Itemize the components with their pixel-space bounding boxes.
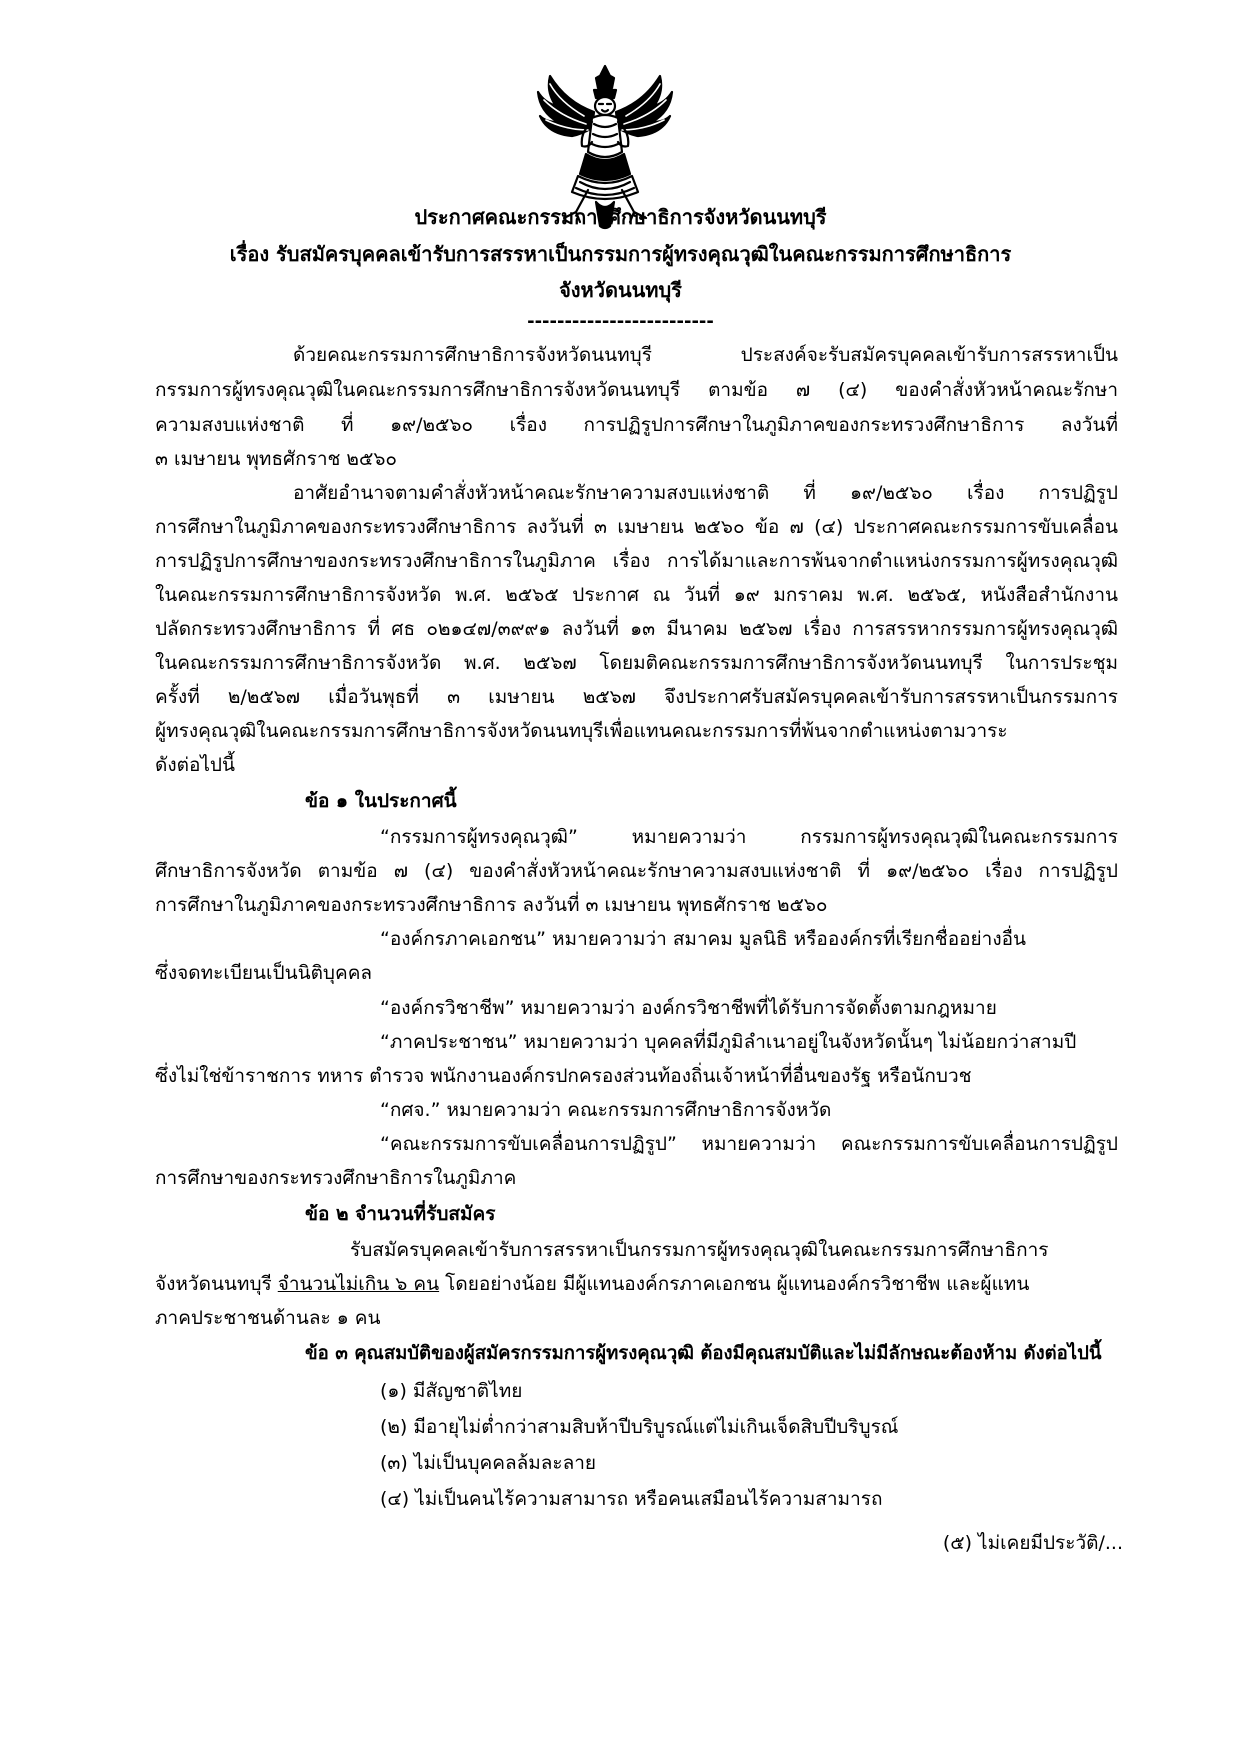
section-2-line-2-end: โดยอย่างน้อย มีผู้แทนองค์กรภาคเอกชน ผู้แทนองค์กรวิชาชีพ และผู้แทน <box>439 1273 1030 1295</box>
definition-public-sector-line-1: “ภาคประชาชน” หมายความว่า บุคคลที่มีภูมิลำเนาอยู่ในจังหวัดนั้นๆ ไม่น้อยกว่าสามปี <box>380 1031 1077 1053</box>
page-continuation: (๕) ไม่เคยมีประวัติ/... <box>942 1532 1123 1554</box>
definition-qualified-committee-line-3: การศึกษาในภูมิภาคของกระทรวงศึกษาธิการ ลงวันที่ ๓ เมษายน พุทธศักราช ๒๕๖๐ <box>155 894 828 916</box>
definition-kosorjor: “กศจ.” หมายความว่า คณะกรรมการศึกษาธิการจังหวัด <box>380 1099 832 1121</box>
definition-qualified-committee-line-1: “กรรมการผู้ทรงคุณวุฒิ” หมายความว่า กรรมการผู้ทรงคุณวุฒิในคณะกรรมการ <box>380 826 1118 848</box>
qualification-item-2: (๒) มีอายุไม่ต่ำกว่าสามสิบห้าปีบริบูรณ์แต่ไม่เกินเจ็ดสิบปีบริบูรณ์ <box>380 1416 899 1438</box>
definition-private-org-line-2: ซึ่งจดทะเบียนเป็นนิติบุคคล <box>155 962 373 984</box>
authority-line-6: ในคณะกรรมการศึกษาธิการจังหวัด พ.ศ. ๒๕๖๗ โดยมติคณะกรรมการศึกษาธิการจังหวัดนนทบุรี ในการประชุม <box>155 652 1118 674</box>
definition-private-org-line-1: “องค์กรภาคเอกชน” หมายความว่า สมาคม มูลนิธิ หรือองค์กรที่เรียกชื่ออย่างอื่น <box>380 928 1026 950</box>
qualification-item-3: (๓) ไม่เป็นบุคคลล้มละลาย <box>380 1452 597 1474</box>
authority-line-2: การศึกษาในภูมิภาคของกระทรวงศึกษาธิการ ลงวันที่ ๓ เมษายน ๒๕๖๐ ข้อ ๗ (๔) ประกาศคณะกรรมการขับเคลื่อน <box>155 516 1118 538</box>
authority-line-9: ดังต่อไปนี้ <box>155 754 235 776</box>
announcement-subject-province: จังหวัดนนทบุรี <box>559 278 682 302</box>
section-2-line-3: ภาคประชาชนด้านละ ๑ คน <box>155 1307 381 1329</box>
qualification-item-1: (๑) มีสัญชาติไทย <box>380 1380 523 1402</box>
section-2-line-2-start: จังหวัดนนทบุรี <box>155 1273 278 1295</box>
authority-line-4: ในคณะกรรมการศึกษาธิการจังหวัด พ.ศ. ๒๕๖๕ ประกาศ ณ วันที่ ๑๙ มกราคม พ.ศ. ๒๕๖๕, หนังสือสำนักงาน <box>155 584 1118 606</box>
announcement-subject: เรื่อง รับสมัครบุคคลเข้ารับการสรรหาเป็นกรรมการผู้ทรงคุณวุฒิในคณะกรรมการศึกษาธิการ <box>229 242 1012 266</box>
definition-qualified-committee-line-2: ศึกษาธิการจังหวัด ตามข้อ ๗ (๔) ของคำสั่งหัวหน้าคณะรักษาความสงบแห่งชาติ ที่ ๑๙/๒๕๖๐ เรื่อง การปฏิรูป <box>155 860 1118 882</box>
intro-line-4: ๓ เมษายน พุทธศักราช ๒๕๖๐ <box>155 448 397 470</box>
definition-public-sector-line-2: ซึ่งไม่ใช่ข้าราชการ ทหาร ตำรวจ พนักงานองค์กรปกครองส่วนท้องถิ่นเจ้าหน้าที่อื่นของรัฐ หรือนักบวช <box>155 1065 972 1087</box>
authority-line-7: ครั้งที่ ๒/๒๕๖๗ เมื่อวันพุธที่ ๓ เมษายน ๒๕๖๗ จึงประกาศรับสมัครบุคคลเข้ารับการสรรหาเป็นกรรมการ <box>155 686 1118 708</box>
intro-line-3: ความสงบแห่งชาติ ที่ ๑๙/๒๕๖๐ เรื่อง การปฏิรูปการศึกษาในภูมิภาคของกระทรวงศึกษาธิการ ลงวันที่ <box>155 414 1118 436</box>
section-3-heading: ข้อ ๓ คุณสมบัติของผู้สมัครกรรมการผู้ทรงคุณวุฒิ ต้องมีคุณสมบัติและไม่มีลักษณะต้องห้าม ดังต่อไปนี้ <box>305 1343 1102 1364</box>
qualification-item-4: (๔) ไม่เป็นคนไร้ความสามารถ หรือคนเสมือนไร้ความสามารถ <box>380 1488 883 1510</box>
authority-line-8: ผู้ทรงคุณวุฒิในคณะกรรมการศึกษาธิการจังหวัดนนทบุรีเพื่อแทนคณะกรรมการที่พ้นจากตำแหน่งตามวาระ <box>155 720 1008 742</box>
definition-professional-org: “องค์กรวิชาชีพ” หมายความว่า องค์กรวิชาชีพที่ได้รับการจัดตั้งตามกฎหมาย <box>380 997 997 1019</box>
section-1-heading: ข้อ ๑ ในประกาศนี้ <box>305 790 457 812</box>
definition-reform-committee-line-1: “คณะกรรมการขับเคลื่อนการปฏิรูป” หมายความว่า คณะกรรมการขับเคลื่อนการปฏิรูป <box>380 1133 1118 1155</box>
intro-line-1: ด้วยคณะกรรมการศึกษาธิการจังหวัดนนทบุรี ประสงค์จะรับสมัครบุคคลเข้ารับการสรรหาเป็น <box>293 344 1118 366</box>
announcement-title: ประกาศคณะกรรมการศึกษาธิการจังหวัดนนทบุรี <box>414 205 827 229</box>
section-2-line-2 <box>155 1269 1118 1299</box>
section-2-heading: ข้อ ๒ จำนวนที่รับสมัคร <box>305 1203 496 1225</box>
intro-line-2: กรรมการผู้ทรงคุณวุฒิในคณะกรรมการศึกษาธิการจังหวัดนนทบุรี ตามข้อ ๗ (๔) ของคำสั่งหัวหน้าคณะรักษา <box>155 379 1118 401</box>
authority-line-1: อาศัยอำนาจตามคำสั่งหัวหน้าคณะรักษาความสงบแห่งชาติ ที่ ๑๙/๒๕๖๐ เรื่อง การปฏิรูป <box>293 482 1118 504</box>
authority-line-3: การปฏิรูปการศึกษาของกระทรวงศึกษาธิการในภูมิภาค เรื่อง การได้มาและการพ้นจากตำแหน่งกรรมการผู้ทรงคุณวุฒิ <box>155 550 1118 572</box>
definition-reform-committee-line-2: การศึกษาของกระทรวงศึกษาธิการในภูมิภาค <box>155 1167 517 1189</box>
section-2-line-1: รับสมัครบุคคลเข้ารับการสรรหาเป็นกรรมการผู้ทรงคุณวุฒิในคณะกรรมการศึกษาธิการ <box>350 1239 1049 1261</box>
authority-line-5: ปลัดกระทรวงศึกษาธิการ ที่ ศธ ๐๒๑๔๗/๓๙๙๑ ลงวันที่ ๑๓ มีนาคม ๒๕๖๗ เรื่อง การสรรหากรรมการผู้ทรงคุณวุฒิ <box>155 618 1118 640</box>
max-members-underlined: จำนวนไม่เกิน ๖ คน <box>277 1273 440 1295</box>
title-divider: ------------------------- <box>527 311 714 332</box>
